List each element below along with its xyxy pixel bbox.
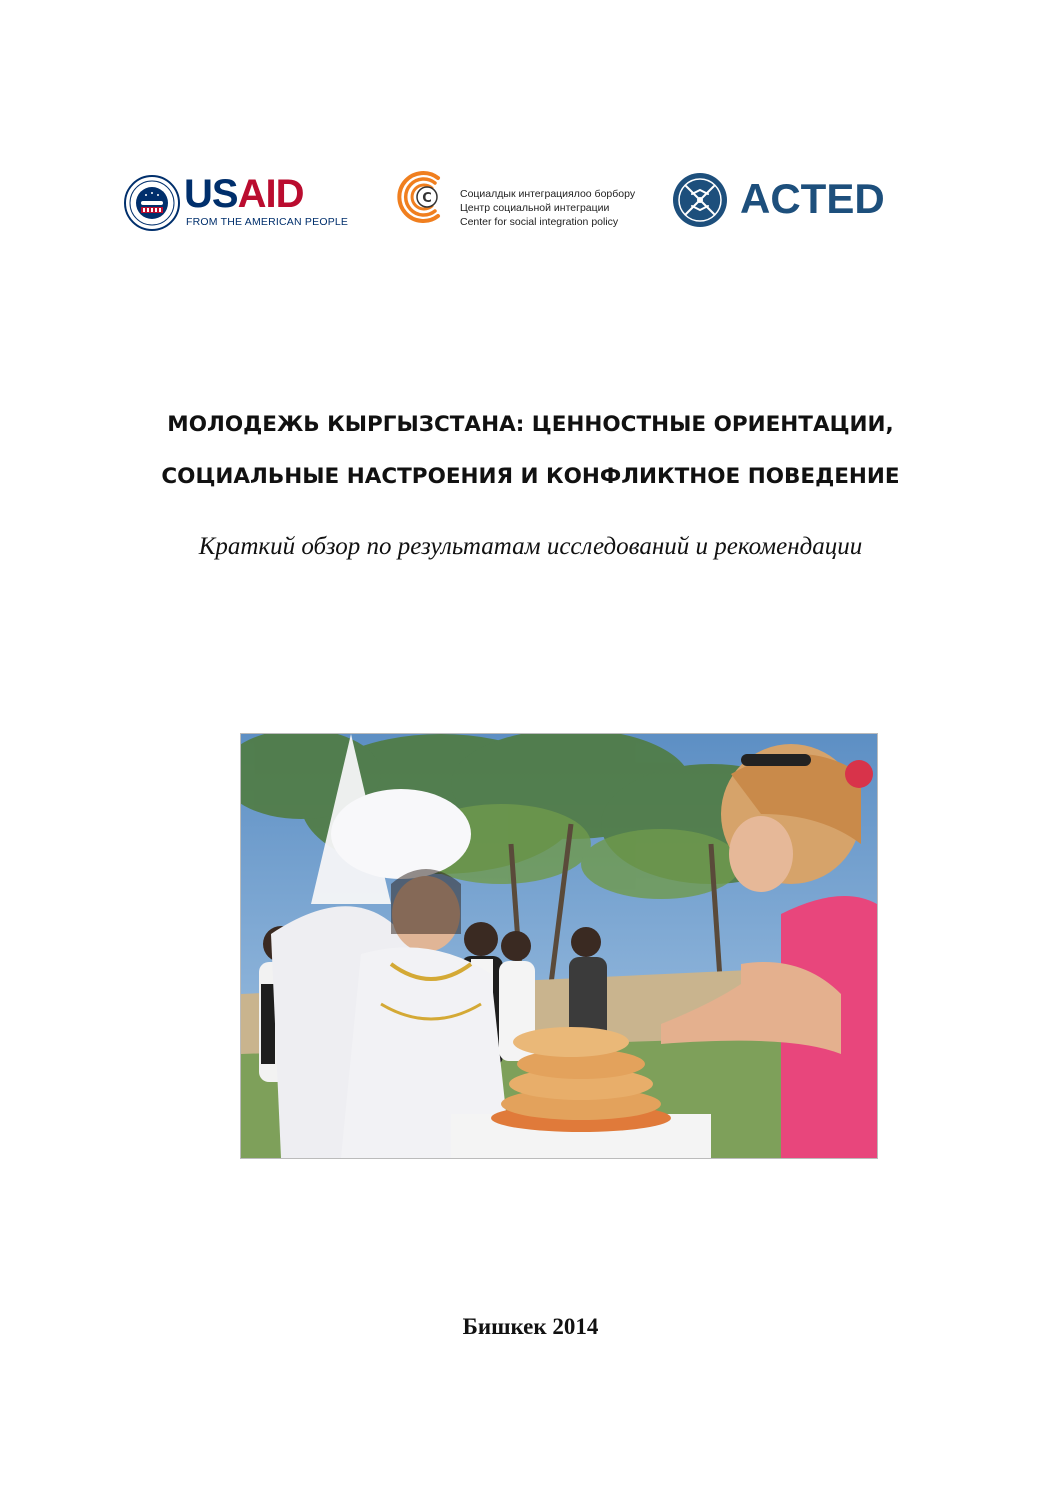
document-subtitle: Краткий обзор по результатам исследований и рекомендации	[198, 533, 863, 560]
usaid-logo	[124, 160, 349, 240]
svg-text:C: C	[422, 191, 432, 206]
acted-emblem-icon	[672, 172, 728, 228]
publication-place-year: Бишкек 2014	[462, 1314, 599, 1339]
csip-line-english: Center for social integration policy	[460, 216, 619, 228]
csip-line-russian: Центр социальной интеграции	[460, 202, 610, 214]
document-title-line-2: СОЦИАЛЬНЫЕ НАСТРОЕНИЯ И КОНФЛИКТНОЕ ПОВЕДЕНИЕ	[161, 464, 900, 489]
csip-text	[460, 187, 635, 229]
document-title-line-1: МОЛОДЕЖЬ КЫРГЫЗСТАНА: ЦЕННОСТНЫЕ ОРИЕНТАЦИИ,	[167, 412, 894, 437]
usaid-wordmark: USAID	[184, 172, 304, 216]
concentric-c-icon	[394, 166, 456, 228]
acted-logo	[672, 160, 912, 240]
usaid-tagline: FROM THE AMERICAN PEOPLE	[186, 216, 349, 228]
cover-photo	[240, 733, 878, 1159]
acted-wordmark: ACTED	[740, 175, 885, 222]
partner-logos	[0, 160, 1061, 240]
csip-logo	[394, 160, 634, 240]
cover-photo-illustration	[241, 734, 877, 1158]
csip-line-kyrgyz: Социалдык интеграциялоо борбору	[460, 188, 636, 200]
usaid-seal-icon	[124, 175, 180, 231]
